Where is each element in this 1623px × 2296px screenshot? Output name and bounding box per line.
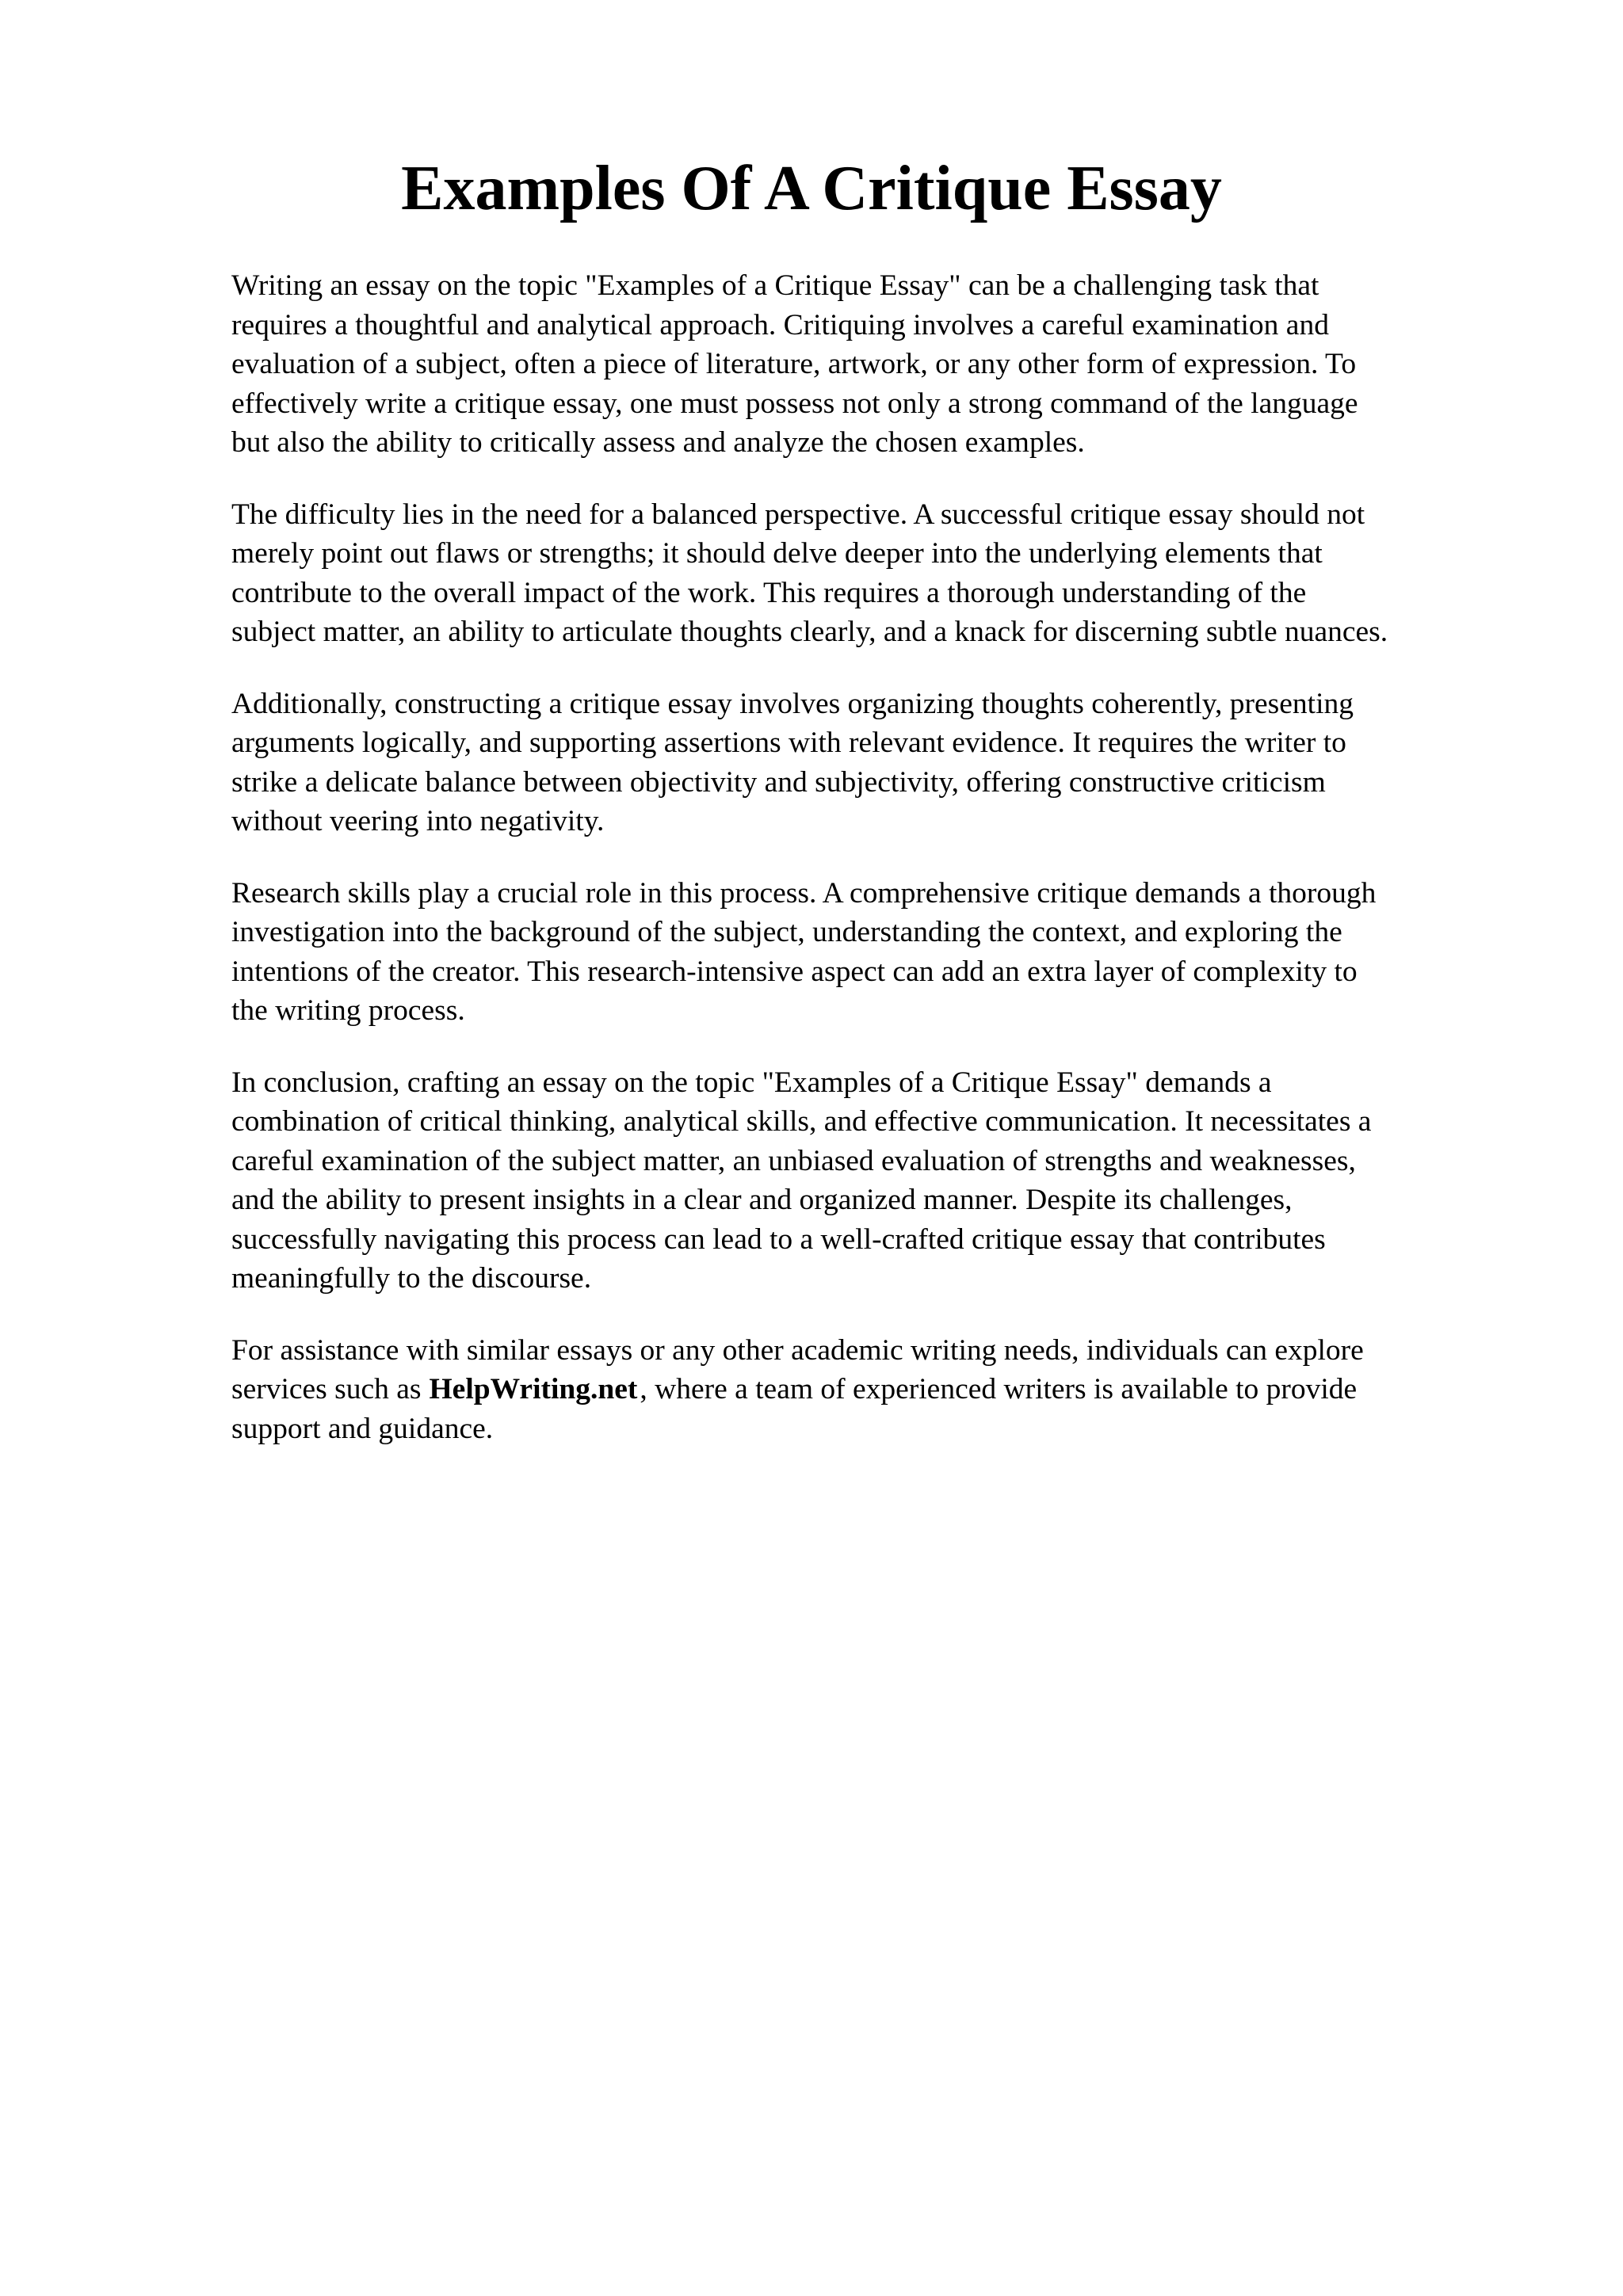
text-line: the writing process.	[231, 994, 465, 1027]
text-line: Writing an essay on the topic "Examples of a Critique Essay" can be a challenging task that	[231, 269, 1319, 302]
text-line: The difficulty lies in the need for a balanced perspective. A successful critique essay should not	[231, 498, 1365, 531]
text-line: effectively write a critique essay, one must possess not only a strong command of the language	[231, 387, 1358, 420]
text-line: merely point out flaws or strengths; it should delve deeper into the underlying elements that	[231, 537, 1323, 570]
text-line: and the ability to present insights in a clear and organized manner. Despite its challenges,	[231, 1184, 1293, 1216]
text-line: meaningfully to the discourse.	[231, 1262, 592, 1295]
page-title: Examples Of A Critique Essay	[401, 154, 1222, 223]
paragraph-3	[231, 685, 1531, 841]
text-line: support and guidance.	[231, 1412, 494, 1445]
text-line: contribute to the overall impact of the work. This requires a thorough understanding of the	[231, 576, 1307, 609]
paragraph-1	[231, 266, 1531, 463]
text-line: without veering into negativity.	[231, 805, 605, 837]
text-line: combination of critical thinking, analytical skills, and effective communication. It necessitates a	[231, 1105, 1372, 1138]
text-line: careful examination of the subject matter, an unbiased evaluation of strengths and weaknesses,	[231, 1144, 1356, 1177]
helpwriting-link[interactable]: HelpWriting.net	[429, 1373, 638, 1405]
text-line: successfully navigating this process can lead to a well-crafted critique essay that contributes	[231, 1222, 1326, 1256]
essay-body	[231, 266, 1531, 1481]
text-line: Research skills play a crucial role in this process. A comprehensive critique demands a thorough	[231, 876, 1377, 910]
text-line: For assistance with similar essays or any other academic writing needs, individuals can explore	[231, 1333, 1364, 1367]
text-line: Additionally, constructing a critique essay involves organizing thoughts coherently, presenting	[231, 687, 1354, 720]
text-line: evaluation of a subject, often a piece of literature, artwork, or any other form of expression. To	[231, 348, 1357, 380]
text-line: In conclusion, crafting an essay on the topic "Examples of a Critique Essay" demands a	[231, 1066, 1272, 1099]
paragraph-5	[231, 1063, 1531, 1299]
text-line: subject matter, an ability to articulate thoughts clearly, and a knack for discerning subtle nuances.	[231, 616, 1388, 648]
text-fragment: services such as	[231, 1373, 422, 1405]
text-fragment: , where a team of experienced writers is available to provide	[640, 1373, 1358, 1405]
text-line: requires a thoughtful and analytical approach. Critiquing involves a careful examination and	[231, 308, 1329, 341]
text-line: strike a delicate balance between objectivity and subjectivity, offering constructive criticism	[231, 765, 1326, 799]
paragraph-4	[231, 874, 1531, 1031]
text-line: arguments logically, and supporting assertions with relevant evidence. It requires the writer to	[231, 727, 1346, 759]
paragraph-2	[231, 495, 1531, 652]
text-line: intentions of the creator. This research-intensive aspect can add an extra layer of complexity to	[231, 955, 1358, 988]
text-line: investigation into the background of the subject, understanding the context, and exploring the	[231, 916, 1342, 948]
text-line-with-link	[231, 1370, 1531, 1409]
text-line: but also the ability to critically assess and analyze the chosen examples.	[231, 426, 1085, 459]
paragraph-closing	[231, 1331, 1531, 1449]
